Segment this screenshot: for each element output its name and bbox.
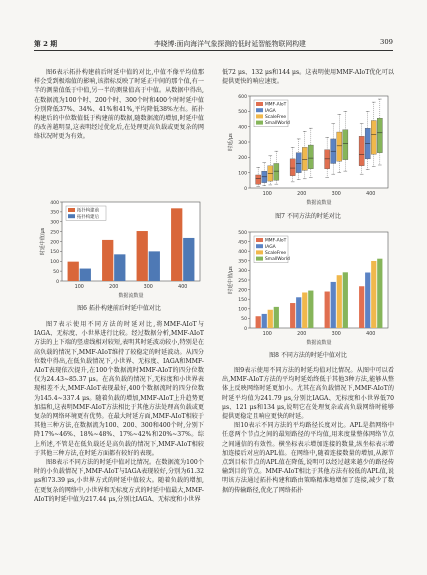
paragraph-fig9: 图9表示使用不同方法的时延均值对比情况。从图中可以看出,MMF-AIoT方法的平均时延始终低于其他3种方法,能够从整体上反映网络时延更加小。尤其在高负载情况下,MMF-AIoT的时延平均值为241.79 μs,分别比IAGA、无标度和小世界低70 μs、121 μs和134 μs,说明它在处理复杂或高负载网络时能够提供更稳定且响应更快的时延。 [222, 367, 394, 421]
y-axis-label: 时延/μs [228, 133, 234, 151]
bar [343, 272, 348, 328]
y-tick-label: 0 [244, 186, 247, 192]
y-tick-label: 450 [238, 240, 247, 246]
box [371, 121, 376, 155]
x-tick-label: 200 [297, 192, 307, 197]
x-axis-label: 数据流数量 [306, 200, 332, 206]
legend-label: ScaleFree [265, 251, 287, 256]
issue-number: 第 2 期 [34, 40, 58, 48]
legend-label: MMF-AIoT [265, 102, 287, 108]
running-title: 李晓博:面向海洋气象探测的低时延智能物联网构建 [154, 40, 306, 48]
y-tick-label: 200 [238, 288, 247, 294]
box [359, 136, 364, 165]
x-tick-label: 400 [178, 285, 188, 290]
x-tick-label: 300 [331, 332, 341, 337]
y-tick-label: 100 [238, 171, 247, 177]
bar [377, 259, 382, 328]
y-tick-label: 300 [50, 220, 59, 226]
paragraph-fig6: 图6表示拓扑构建前后时延中值的对比,中值不像平均值那样会受到极端值的影响,该指标反映了时延正中间的那个值,有一半的测量值低于中值,另一半的测量值高于中值。从数据中得出,在数据流为100个时、200个时、300个时和400个时时延中值分别降低37%、34%、41%和41%,平均降低38%左右。拓扑构建后的中位数值低于构建前的数据,随数据流的增加,时延中值的改善越明显,这表明经过优化后,在处理更高负载或更复杂的网络状况时更为有效。 [34, 69, 204, 141]
figure-7-caption: 图7 不同方法的时延对比 [275, 213, 341, 220]
legend-label: SmallWorld [265, 257, 290, 263]
bar [114, 254, 125, 281]
legend-swatch [256, 114, 263, 118]
bar [171, 208, 182, 281]
box [302, 147, 307, 170]
y-tick-label: 100 [50, 260, 59, 266]
y-tick-label: 250 [50, 230, 59, 236]
bar [183, 238, 194, 281]
box [256, 175, 261, 184]
bar [308, 291, 313, 328]
y-tick-label: 400 [50, 200, 59, 206]
left-column-bottom [34, 320, 204, 550]
paragraph-fig8: 图8表示不同方法的时延中值对比情况。在数据流为100个时的小负载情况下,MMF-AIoT与IAGA表现较好,分别为61.32 μs和73.39 μs,小世界方式的时延中值较大。随着负载的增加,在更复杂的网络中,小世界和无标度方式的时延中值最大,MMF-AIoT的时延中值为217.44 μs,分别比IAGA、无标度和小世界 [34, 459, 204, 503]
legend-swatch [68, 208, 75, 212]
x-tick-label: 200 [109, 285, 119, 290]
bar [262, 314, 267, 328]
y-tick-label: 200 [50, 240, 59, 246]
x-tick-label: 300 [143, 285, 153, 290]
y-tick-label: 150 [50, 250, 59, 256]
running-header [34, 36, 393, 51]
page-number: 309 [380, 38, 393, 46]
y-tick-label: 500 [238, 230, 247, 236]
bar [149, 251, 160, 281]
figure-6-chart [38, 196, 204, 301]
bar [274, 307, 279, 328]
x-axis-label: 数据流数量 [306, 340, 332, 346]
y-tick-label: 0 [244, 326, 247, 332]
legend-label: IAGA [265, 244, 276, 250]
bar [296, 297, 301, 328]
bar [365, 273, 370, 328]
bar [137, 231, 148, 281]
box [308, 145, 313, 169]
bar [290, 303, 295, 328]
y-tick-label: 350 [50, 210, 59, 216]
legend-swatch [256, 121, 263, 125]
x-tick-label: 400 [366, 192, 376, 197]
figure-8-chart [226, 226, 392, 348]
legend-label: SmallWorld [265, 121, 290, 127]
box [343, 130, 348, 160]
y-tick-label: 200 [238, 156, 247, 162]
bar [256, 316, 261, 328]
y-axis-label: 时延中值/μs [228, 266, 234, 294]
legend-label: 拓扑构建后 [77, 214, 99, 220]
right-column-top [222, 68, 394, 86]
y-tick-label: 0 [56, 279, 59, 285]
y-tick-label: 600 [238, 94, 247, 100]
box [337, 132, 342, 161]
right-column-bottom [222, 366, 394, 556]
y-tick-label: 500 [238, 110, 247, 116]
y-tick-label: 400 [238, 125, 247, 131]
y-tick-label: 400 [238, 250, 247, 255]
legend-label: IAGA [265, 108, 276, 114]
paragraph-continued: 低72 μs、132 μs和144 μs。这表明使用MMF-AIoT优化可以提供更快的响应速度。 [222, 69, 394, 86]
legend-swatch [256, 244, 263, 248]
box [296, 153, 301, 173]
y-tick-label: 50 [53, 269, 59, 275]
y-tick-label: 300 [238, 140, 247, 146]
legend-swatch [256, 108, 263, 112]
box [290, 159, 295, 176]
bar [359, 286, 364, 328]
x-axis-label: 数据流数量 [118, 293, 144, 299]
bar [68, 262, 79, 281]
bar [371, 261, 376, 328]
legend-swatch [256, 238, 263, 242]
y-tick-label: 50 [241, 317, 247, 323]
paragraph-fig7: 图7表示使用不同方法的时延对比,将MMF-AIoT与IAGA、无标度、小世界进行比较。经过数据分析,MMF-AIoT方法的上下端的竖虚线相对较短,表明其时延波动较小,特别是在高负载的情况下,MMF-AIoT维持了较稳定的时延波动。从四分位数中得出,在低负载情况下,小世界、无标度、IAGA和MMF-AIoT表现依次提升,在100个数据流时MMF-AIoT的四分位数仅为24.43~85.37 μs。在高负载的情况下,无标度和小世界表现相差不大,MMF-AIoT表现最好,400个数据流时的四分位数为145.4~337.4 μs。随着负载的增加,MMF-AIoT上升趋势更加温和,这表明MMF-AIoT方法相比于其他方法处理高负载或更复杂的网络环境更有优势。在最大时延方面,MMF-AIoT相较于其他三种方法,在数据流为100、200、300和400个时,分别下降17%~46%、18%~48%、17%~42%和20%~37%。综上所述,不管是在低负载还是高负载的情况下,MMF-AIoT相较于其他三种方法,在时延方面都有较好的表现。 [34, 321, 204, 457]
legend-swatch [256, 102, 263, 106]
paragraph-fig10: 图10表示不同方法的平均路径长度对比。APL是指网络中任意两个节点之间的最短路径的平均值,用来度量整体网络节点之间通信的有效性。横坐标表示增加连接的数量,纵坐标表示增加连接后对应的APL值。在网络中,随着连接数量的增加,从源节点到目标节点的APL值在降低,说明可以经过越来越少的路径传输到目的节点。MMF-AIoT相比于其他方法有较低的APL值,说明该方法通过拓扑构建和路由策略精准地增加了连接,减少了数据的传输路径,优化了网络拓扑 [222, 422, 394, 494]
x-tick-label: 400 [366, 332, 376, 337]
y-tick-label: 250 [238, 278, 247, 284]
box [325, 150, 330, 169]
figure-8-caption: 图8 不同方法的时延中值对比 [269, 352, 347, 359]
box [274, 163, 279, 180]
bar [325, 292, 330, 328]
legend-label: MMF-AIoT [265, 238, 287, 244]
box [377, 118, 382, 153]
legend-swatch [256, 257, 263, 261]
bar [268, 310, 273, 328]
bar [302, 292, 307, 328]
y-tick-label: 350 [238, 259, 247, 265]
y-tick-label: 300 [238, 269, 247, 275]
bar [331, 282, 336, 328]
left-column-top [34, 68, 204, 142]
bar [337, 275, 342, 328]
y-axis-label: 时延中值/μs [40, 227, 46, 256]
legend-label: 拓扑构建前 [77, 208, 99, 214]
x-tick-label: 100 [74, 285, 84, 290]
x-tick-label: 200 [297, 332, 307, 337]
figure-7-chart [226, 90, 392, 208]
bar [80, 269, 91, 281]
y-tick-label: 150 [238, 298, 247, 303]
figure-6-caption: 图6 拓扑构建前后时延中值对比 [77, 305, 161, 312]
legend-swatch [256, 250, 263, 254]
y-tick-label: 100 [238, 307, 247, 313]
x-tick-label: 100 [262, 332, 272, 337]
bar [102, 240, 113, 281]
x-tick-label: 300 [331, 192, 341, 197]
legend-swatch [68, 214, 75, 218]
legend-label: ScaleFree [265, 115, 287, 120]
x-tick-label: 100 [262, 192, 272, 197]
